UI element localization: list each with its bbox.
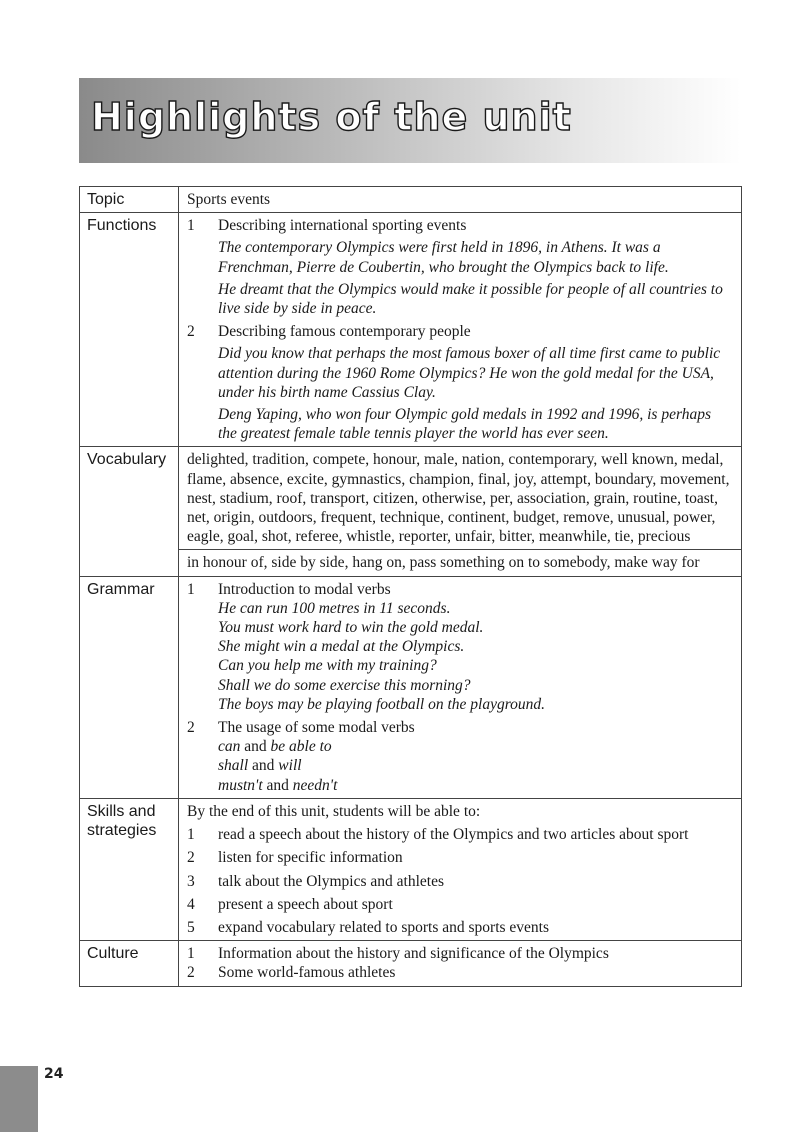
grammar-item bbox=[187, 718, 733, 795]
function-example: Did you know that perhaps the most famous boxer of all time first came to public attention during the 1960 Rome Olympics? He won the gold medal for the USA, under his birth name Cassius Clay. bbox=[218, 345, 721, 401]
topic-text: Sports events bbox=[179, 187, 742, 213]
grammar-example: Can you help me with my training? bbox=[218, 657, 437, 675]
row-vocabulary bbox=[80, 447, 742, 550]
culture-item: 1 Information about the history and significance of the Olympics bbox=[187, 945, 609, 963]
skills-content bbox=[179, 798, 742, 940]
item-number: 1 bbox=[187, 217, 195, 235]
modal-pair: shall and will bbox=[218, 757, 302, 775]
modal-pair: mustn't and needn't bbox=[218, 776, 338, 794]
grammar-example: He can run 100 metres in 11 seconds. bbox=[218, 599, 451, 617]
function-heading: Describing international sporting events bbox=[218, 217, 467, 235]
vocabulary-phrases: in honour of, side by side, hang on, pass something on to somebody, make way for bbox=[179, 550, 742, 576]
row-topic bbox=[80, 187, 742, 213]
grammar-content bbox=[179, 576, 742, 798]
grammar-heading: Introduction to modal verbs bbox=[218, 580, 391, 598]
item-number: 1 bbox=[187, 580, 195, 598]
skill-item: 4 present a speech about sport bbox=[187, 895, 393, 913]
skill-item: 5 expand vocabulary related to sports and sports events bbox=[187, 918, 550, 936]
item-number: 2 bbox=[187, 719, 195, 737]
grammar-item bbox=[187, 580, 733, 714]
function-item bbox=[187, 322, 733, 443]
row-culture bbox=[80, 941, 742, 986]
item-number: 2 bbox=[187, 323, 195, 341]
grammar-example: She might win a medal at the Olympics. bbox=[218, 638, 465, 656]
culture-item: 2 Some world-famous athletes bbox=[187, 964, 396, 982]
topic-label: Topic bbox=[80, 187, 179, 213]
function-item bbox=[187, 216, 733, 318]
grammar-example: You must work hard to win the gold medal. bbox=[218, 619, 484, 637]
highlights-table bbox=[79, 186, 742, 987]
page-title: Highlights of the unit bbox=[91, 95, 572, 139]
culture-label: Culture bbox=[80, 941, 179, 986]
modal-pair: can and be able to bbox=[218, 738, 332, 756]
row-vocabulary-phrases bbox=[80, 550, 742, 576]
grammar-label: Grammar bbox=[80, 576, 179, 798]
vocabulary-label-cell bbox=[80, 550, 179, 576]
vocabulary-label: Vocabulary bbox=[80, 447, 179, 550]
function-example: He dreamt that the Olympics would make it possible for people of all countries to live side by side in peace. bbox=[218, 280, 723, 318]
functions-label: Functions bbox=[80, 213, 179, 447]
grammar-example: The boys may be playing football on the playground. bbox=[218, 695, 546, 713]
functions-content bbox=[179, 213, 742, 447]
function-example: The contemporary Olympics were first held in 1896, in Athens. It was a Frenchman, Pierre de Coubertin, who brought the Olympics back to life. bbox=[218, 239, 669, 276]
skill-item: 2 listen for specific information bbox=[187, 849, 403, 867]
culture-content bbox=[179, 941, 742, 986]
row-grammar bbox=[80, 576, 742, 798]
page-number: 24 bbox=[44, 1066, 64, 1082]
skill-item: 1 read a speech about the history of the Olympics and two articles about sport bbox=[187, 826, 689, 844]
unit-header-banner bbox=[79, 78, 741, 163]
function-example: Deng Yaping, who won four Olympic gold medals in 1992 and 1996, is perhaps the greatest female table tennis player the world has ever seen. bbox=[218, 406, 712, 443]
skills-label: Skills and strategies bbox=[80, 798, 179, 940]
row-skills bbox=[80, 798, 742, 940]
skill-item: 3 talk about the Olympics and athletes bbox=[187, 872, 444, 890]
row-functions bbox=[80, 213, 742, 447]
grammar-heading: The usage of some modal verbs bbox=[218, 719, 415, 737]
skills-intro: By the end of this unit, students will be able to: bbox=[187, 802, 481, 820]
vocabulary-words: delighted, tradition, compete, honour, male, nation, contemporary, well known, medal, flame, absence, excite, gymnastics, champion, final, joy, attempt, boundary, movement, nest, stadium, roof, transport, citizen, otherwise, per, association, grain, routine, toast, net, origin, outdoors, frequent, technique, continent, budget, remove, unusual, power, eagle, goal, shot, referee, whistle, reporter, unfair, bitter, meanwhile, tie, precious bbox=[179, 447, 742, 550]
function-heading: Describing famous contemporary people bbox=[218, 323, 471, 341]
page-corner-tab bbox=[0, 1066, 38, 1132]
grammar-example: Shall we do some exercise this morning? bbox=[218, 676, 471, 694]
